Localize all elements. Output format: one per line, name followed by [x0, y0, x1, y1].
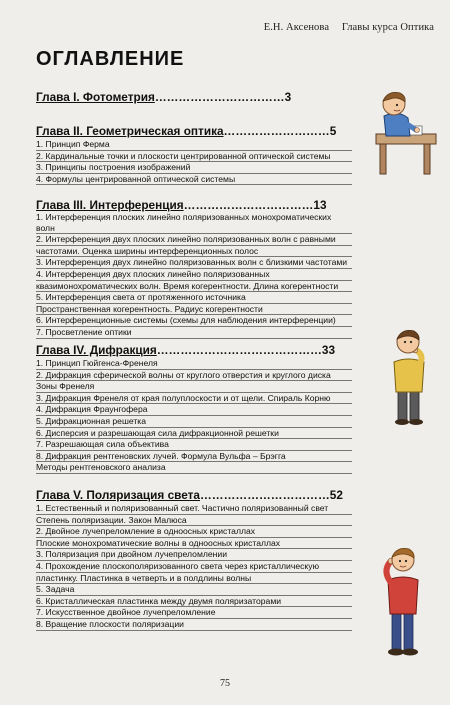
chapter-page: 33 — [321, 343, 336, 357]
list-item[interactable]: 1. Принцип Гюйгенса-Френеля — [36, 358, 352, 370]
chapter-heading-1[interactable] — [36, 90, 354, 104]
list-item[interactable]: 2. Дифракция сферической волны от круглого отверстия и круглого диска — [36, 370, 352, 382]
list-item[interactable]: 4. Прохождение плоскополяризованного света через кристаллическую — [36, 561, 352, 573]
page-title: ОГЛАВЛЕНИЕ — [36, 48, 185, 70]
chapter-title: Глава III. Интерференция — [36, 198, 184, 212]
list-item[interactable]: 7. Разрешающая сила объектива — [36, 439, 352, 451]
chapter-heading-2[interactable] — [36, 124, 354, 138]
chapter-4-items — [36, 358, 352, 474]
list-item: Степень поляризации. Закон Малюса — [36, 515, 352, 527]
list-item: пластинку. Пластинка в четверть и в полдлины волны — [36, 573, 352, 585]
list-item: квазимонохроматических волн. Время когерентности. Длина когерентности — [36, 281, 352, 293]
chapter-2-items — [36, 139, 352, 185]
chapter-page: 5 — [329, 124, 337, 138]
header-author: Е.Н. Аксенова — [263, 22, 330, 33]
list-item[interactable]: 5. Дифракционная решетка — [36, 416, 352, 428]
chapter-heading-5[interactable] — [36, 488, 354, 502]
page-number: 75 — [220, 678, 230, 689]
list-item[interactable]: 5. Задача — [36, 584, 352, 596]
chapter-page: 13 — [313, 198, 327, 212]
list-item[interactable]: 8. Вращение плоскости поляризации — [36, 619, 352, 631]
chapter-3-items — [36, 212, 352, 339]
list-item[interactable]: 3. Принципы построения изображений — [36, 162, 352, 174]
list-item[interactable]: 2. Кардинальные точки и плоскости центрированной оптической системы — [36, 151, 352, 163]
list-item: Методы рентгеновского анализа — [36, 462, 352, 474]
chapter-page: 3 — [284, 90, 292, 104]
list-item[interactable]: 6. Интерференционные системы (схемы для наблюдения интерференции) — [36, 315, 352, 327]
list-item[interactable]: 3. Поляризация при двойном лучепреломлении — [36, 549, 352, 561]
list-item[interactable]: 7. Искусственное двойное лучепреломление — [36, 607, 352, 619]
list-item[interactable]: 3. Интерференция двух линейно поляризованных волн с близкими частотами — [36, 257, 352, 269]
list-item: Пространственная когерентность. Радиус когерентности — [36, 304, 352, 316]
leader-dots: …………………………… — [154, 90, 285, 104]
chapter-title: Глава II. Геометрическая оптика — [36, 124, 224, 138]
chapter-heading-3[interactable] — [36, 198, 354, 212]
list-item[interactable]: 6. Кристаллическая пластинка между двумя поляризаторами — [36, 596, 352, 608]
list-item: Зоны Френеля — [36, 381, 352, 393]
list-item[interactable]: 3. Дифракция Френеля от края полуплоскости и от щели. Спираль Корню — [36, 393, 352, 405]
chapter-title: Глава I. Фотометрия — [36, 90, 155, 104]
list-item[interactable]: 2. Двойное лучепреломление в одноосных кристаллах — [36, 526, 352, 538]
list-item[interactable]: 1. Принцип Ферма — [36, 139, 352, 151]
list-item[interactable]: 6. Дисперсия и разрешающая сила дифракционной решетки — [36, 428, 352, 440]
list-item[interactable]: 4. Интерференция двух плоских линейно поляризованных — [36, 269, 352, 281]
thinking-boy-icon — [378, 326, 442, 426]
list-item[interactable]: 2. Интерференция двух плоских линейно поляризованных волн с равными — [36, 234, 352, 246]
list-item[interactable]: 8. Дифракция рентгеновских лучей. Формула Вульфа – Брэгга — [36, 451, 352, 463]
list-item[interactable]: 1. Естественный и поляризованный свет. Частично поляризованный свет — [36, 503, 352, 515]
standing-boy-icon — [370, 540, 436, 660]
list-item[interactable]: 1. Интерференция плоских линейно поляризованных монохроматических волн — [36, 212, 352, 234]
leader-dots: …………………………… — [183, 198, 314, 212]
leader-dots: …………………………………… — [156, 343, 322, 357]
list-item[interactable]: 7. Просветление оптики — [36, 327, 352, 339]
list-item[interactable]: 4. Дифракция Фраунгофера — [36, 404, 352, 416]
leader-dots: …………………………… — [200, 488, 330, 502]
list-item[interactable]: 4. Формулы центрированной оптической системы — [36, 174, 352, 186]
list-item[interactable]: 5. Интерференция света от протяженного источника — [36, 292, 352, 304]
chapter-5-items — [36, 503, 352, 631]
running-header — [254, 22, 434, 33]
leader-dots: ……………………… — [223, 124, 330, 138]
chapter-page: 52 — [329, 488, 343, 502]
header-book-title: Главы курса Оптика — [341, 22, 434, 33]
list-item: Плоские монохроматические волны в одноосных кристаллах — [36, 538, 352, 550]
chapter-title: Глава V. Поляризация света — [36, 488, 200, 502]
list-item: частотами. Оценка ширины интерференционных полос — [36, 246, 352, 258]
chapter-title: Глава IV. Дифракция — [36, 343, 157, 357]
boy-at-desk-icon — [370, 86, 444, 178]
chapter-heading-4[interactable] — [36, 343, 354, 357]
